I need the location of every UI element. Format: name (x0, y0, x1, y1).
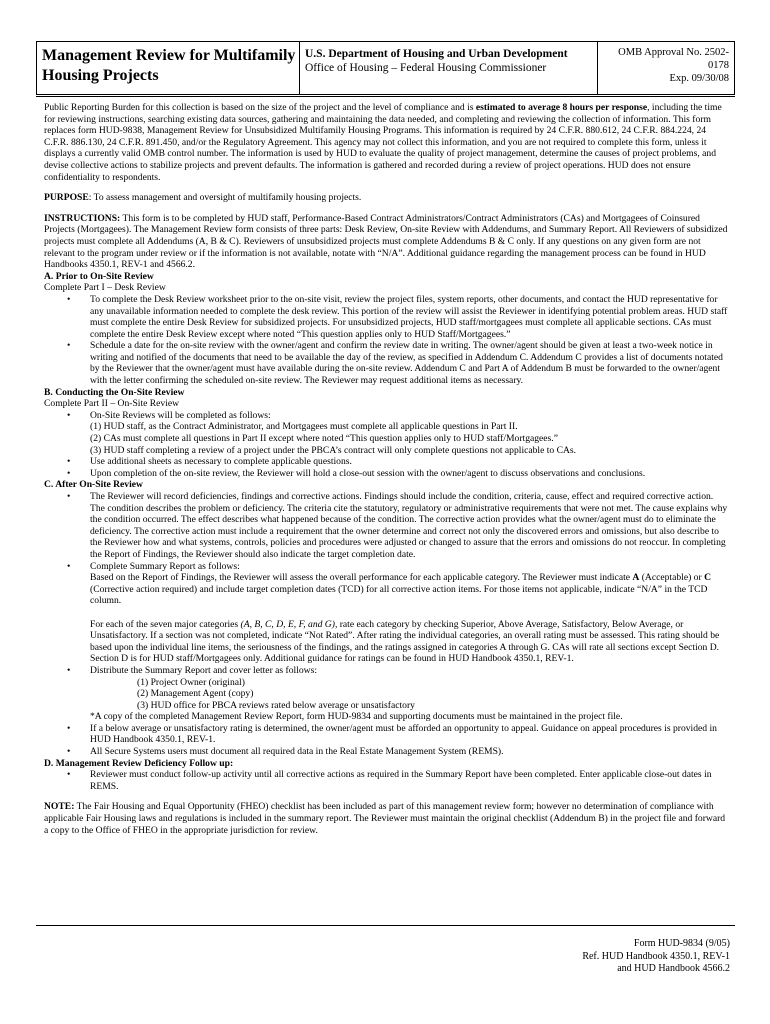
list-item: • The Reviewer will record deficiencies, findings and corrective actions. Findings should include the condition, criteria, cause, effect and required corrective action. The condition describes the problem or deficiency. The criteria cite the statutory, regulatory or administrative requirements that were not met. The cause explains why the condition occurred. The effect describes what happened because of the condition. The corrective action provides what the owner/agent must do to eliminate the deficiency. The corrective action must include a requirement that the owner determine and correct not only the discovered errors and omissions, but also describe to the Reviewer how and what systems, controls, policies and procedures were adjusted or changed to assure that the errors and omissions do not reoccur. In completing the Report of Findings, the Reviewer should also indicate the target completion date. (67, 491, 728, 561)
instructions-paragraph: INSTRUCTIONS: This form is to be completed by HUD staff, Performance-Based Contract Administrators/Contract Administrators (CAs) and Mortgagees of Coinsured Projects (Mortgagees). The Management Review form consists of three parts: Desk Review, On-site Review with Addendums, and Summary Report. All Reviewers of subsidized projects must complete all Addendums (A, B & C). Reviewers of unsubsidized projects must complete Addendums B & C only. If any questions on any given form are not relevant to the program under review or if the information is not available, notate with “N/A”. Additional guidance regarding the management process can be found in HUD Handbooks 4350.1, REV-1 and 4566.2. (44, 212, 728, 271)
list-item: • On-Site Reviews will be completed as follows: (1) HUD staff, as the Contract Administrator, and Mortgagees must complete all applicable questions in Part II. (2) CAs must complete all questions in Part II except where noted “This question applies only to HUD staff/Mortgagees.” (3) HUD staff completing a review of a project under the PBCA’s contract will only complete questions not applicable to CAs. (67, 410, 728, 456)
numbered-item: (1) HUD staff, as the Contract Administrator, and Mortgagees must complete all applicable questions in Part II. (90, 421, 518, 433)
section-c-list (67, 491, 728, 758)
divider (36, 96, 735, 97)
omb-expiration: Exp. 09/30/08 (669, 73, 729, 84)
section-b-list (67, 410, 728, 480)
form-footer (582, 938, 730, 976)
list-item: • Use additional sheets as necessary to complete applicable questions. (67, 456, 728, 468)
section-b-subtitle: Complete Part II – On-Site Review (44, 398, 180, 410)
form-title: Management Review for Multifamily Housing Projects (42, 47, 296, 84)
section-b-title: B. Conducting the On-Site Review (44, 386, 185, 398)
omb-approval-number: OMB Approval No. 2502-0178 (618, 47, 729, 71)
handbook-reference: and HUD Handbook 4566.2 (617, 963, 730, 974)
section-d-title: D. Management Review Deficiency Follow up: (44, 757, 234, 769)
form-header (36, 41, 735, 95)
header-divider (299, 42, 300, 94)
list-item: • To complete the Desk Review worksheet prior to the on-site visit, review the project files, system reports, other documents, and contact the HUD representative for any unavailable information needed to complete the desk review. This portion of the review will assist the Reviewer in identifying potential problem areas. HUD staff must complete the entire Desk Review for subsidized projects. For unsubsidized projects, HUD staff/mortgagees must complete all applicable sections. CAs must complete the entire Desk Review except where noted “This question applies only to HUD Staff/Mortgagees.” (67, 294, 728, 340)
purpose-paragraph: PURPOSE: To assess management and oversight of multifamily housing projects. (44, 192, 362, 204)
department-name: U.S. Department of Housing and Urban Development (305, 48, 568, 60)
ratings-paragraph: For each of the seven major categories (A, B, C, D, E, F, and G), rate each category by checking Superior, Above Average, Satisfactory, Below Average, or Unsatisfactory. If a section was not completed, indicate “Not Rated”. After rating the individual categories, an overall rating must be assessed. This rating should be based upon the individual line items, the seriousness of the findings, and the ratings assigned in categories A through G. CAs will rate all sections except Section D. Section D is for HUD staff/Mortgagees only. Additional guidance for ratings can be found in HUD Handbook 4350.1, REV-1. (90, 618, 720, 665)
list-item: • Reviewer must conduct follow-up activity until all corrective actions as required in the Summary Report have been completed. Enter applicable close-out dates in REMS. (67, 769, 728, 792)
note-paragraph: NOTE: The Fair Housing and Equal Opportunity (FHEO) checklist has been included as part of this management review form; however no determination of compliance with applicable Fair Housing laws and regulations is included in the summary report. The Reviewer must maintain the original checklist (Addendum B) in the project file and forward a copy to the Office of FHEO in the appropriate jurisdiction for review. (44, 801, 726, 836)
distribution-item: (2) Management Agent (copy) (137, 688, 254, 700)
handbook-reference: Ref. HUD Handbook 4350.1, REV-1 (582, 950, 730, 962)
section-a-list (67, 294, 728, 387)
instructions-body (44, 102, 728, 836)
list-item: • Schedule a date for the on-site review with the owner/agent and confirm the review date in writing. The owner/agent should be given at least a two-week notice in writing and notified of the documents that need to be available the day of the review, as specified in Addendum C. Addendum C provides a list of documents notated by the Reviewer that the owner/agent must have available during the on-site review. Addendum C and Part A of Addendum B must be forwarded to the owner/agent with the letter confirming the scheduled on-site review. The Reviewer may request additional items as necessary. (67, 340, 728, 386)
form-number: Form HUD-9834 (9/05) (633, 938, 730, 949)
burden-statement: Public Reporting Burden for this collection is based on the size of the project and the level of compliance and is estimated to average 8 hours per response, including the time for reviewing instructions, searching existing data sources, gathering and maintaining the data needed, and completing and reviewing the collection of information. This form replaces form HUD-9838, Management Review for Unsubsidized Multifamily Housing Programs. This information is required by 24 C.F.R. 880.612, 24 C.F.R. 884.224, 24 C.F.R. 886.130, 24 C.F.R. 891.450, and/or the Regulatory Agreement. This agency may not collect this information, and you are not required to complete this form, unless it displays a currently valid OMB control number. The information is used by HUD to evaluate the quality of project management, determine the causes of project problems, and devise collective actions to stabilize projects and prevent defaults. The information is gathered and recorded during a review of project operations. HUD does not ensure confidentiality to respondents. (44, 102, 722, 183)
section-d-list (67, 769, 728, 792)
section-a-subtitle: Complete Part I – Desk Review (44, 282, 166, 294)
section-c-title: C. After On-Site Review (44, 479, 143, 491)
agency-block (305, 47, 595, 75)
distribution-item: (1) Project Owner (original) (137, 676, 245, 688)
distribution-item: (3) HUD office for PBCA reviews rated below average or unsatisfactory (137, 699, 415, 711)
office-name: Office of Housing – Federal Housing Commissioner (305, 62, 547, 74)
numbered-item: (2) CAs must complete all questions in Part II except where noted “This question applies only to HUD staff/Mortgagees.” (90, 433, 558, 445)
copy-note: *A copy of the completed Management Review Report, form HUD-9834 and supporting documents must be maintained in the project file. (90, 711, 623, 723)
list-item: • If a below average or unsatisfactory rating is determined, the owner/agent must be afforded an opportunity to appeal. Guidance on appeal procedures is provided in HUD Handbook 4350.1, REV-1. (67, 723, 728, 746)
list-item: • All Secure Systems users must document all required data in the Real Estate Management System (REMS). (67, 746, 728, 758)
omb-block (599, 46, 729, 85)
list-item: • Upon completion of the on-site review, the Reviewer will hold a close-out session with the owner/agent to discuss observations and conclusions. (67, 468, 728, 480)
list-item: • Distribute the Summary Report and cover letter as follows: (1) Project Owner (original) (2) Management Agent (copy) (3) HUD office for PBCA reviews rated below average or unsatisfactory *A copy of the completed Management Review Report, form HUD-9834 and supporting documents must be maintained in the project file. (67, 665, 728, 723)
divider (36, 925, 735, 926)
section-a-title: A. Prior to On-Site Review (44, 270, 154, 282)
numbered-item: (3) HUD staff completing a review of a project under the PBCA’s contract will only complete questions not applicable to CAs. (90, 444, 577, 456)
list-item: • Complete Summary Report as follows: Based on the Report of Findings, the Reviewer will assess the overall performance for each applicable category. The Reviewer must indicate A (Acceptable) or C (Corrective action required) and include target completion dates (TCD) for all corrective action items. For those items not applicable, indicate “N/A” in the TCD column. For each of the seven major categories (A, B, C, D, E, F, and G), rate each category by checking Superior, Above Average, Satisfactory, Below Average, or Unsatisfactory. If a section was not completed, indicate “Not Rated”. After rating the individual categories, an overall rating must be assessed. This rating should be based upon the individual line items, the seriousness of the findings, and the ratings assigned in categories A through G. CAs will rate all sections except Section D. Section D is for HUD staff/Mortgagees only. Additional guidance for ratings can be found in HUD Handbook 4350.1, REV-1. (67, 561, 728, 665)
header-divider (597, 42, 598, 94)
